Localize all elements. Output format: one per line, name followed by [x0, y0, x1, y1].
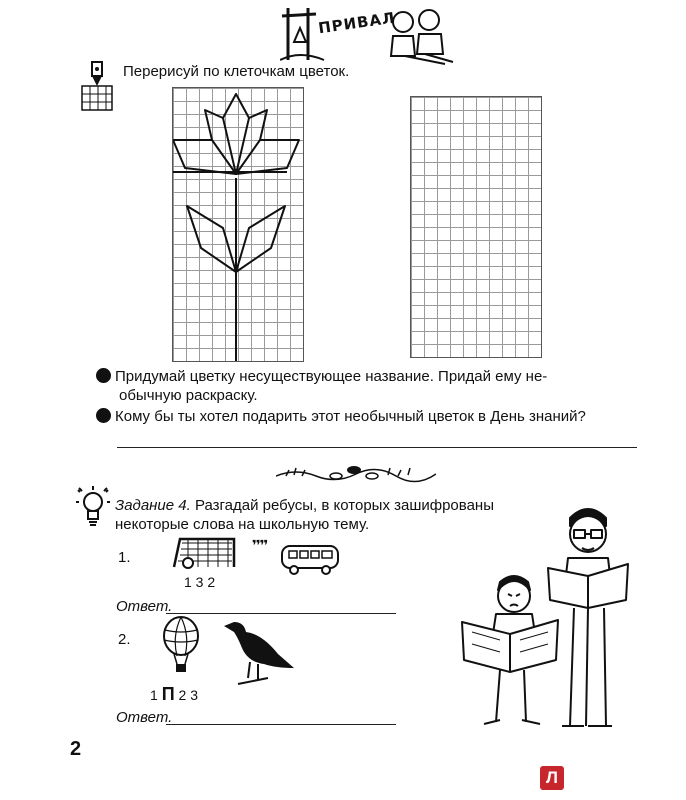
bullet1-line2: обычную раскраску.: [119, 387, 258, 404]
children-reading-icon: [385, 6, 455, 68]
publisher-logo: Л: [540, 766, 564, 790]
bus-icon: [280, 542, 342, 576]
rebus1-answer-line[interactable]: [166, 612, 396, 614]
rebus1-digits: 1 3 2: [184, 574, 216, 590]
bullet1-line1: Придумай цветку несуществующее название. Придай ему не-: [115, 368, 548, 385]
rebus2-letter: П: [161, 684, 175, 704]
rebus2-answer-line[interactable]: [166, 723, 396, 725]
task4-line1: Разгадай ребусы, в которых зашифрованы: [194, 497, 494, 514]
rebus2-digits: [150, 684, 198, 705]
flower-sample-grid: [172, 87, 304, 362]
crow-icon: [218, 618, 296, 688]
bullet-icon: [96, 368, 111, 383]
ornament-divider: [276, 462, 436, 484]
task4-label: Задание 4.: [115, 497, 191, 514]
task1-bullet2: [96, 407, 656, 426]
rebus1-answer-label: Ответ.: [116, 598, 173, 615]
boys-reading-illustration: [456, 500, 636, 740]
bullet-icon: [96, 408, 111, 423]
task4-line2: некоторые слова на школьную тему.: [115, 516, 370, 533]
flower-drawing: [173, 88, 303, 361]
grid-pencil-icon: [80, 58, 116, 112]
hot-air-balloon-icon: [160, 616, 202, 676]
task1-answer-line[interactable]: [117, 446, 637, 448]
task1-instruction: Перерисуй по клеточкам цветок.: [123, 63, 350, 80]
bullet2-text: Кому бы ты хотел подарить этот необычный цветок в День знаний?: [115, 408, 586, 425]
lightbulb-icon: [76, 486, 110, 530]
soccer-goal-icon: [170, 533, 238, 573]
page-number: 2: [70, 738, 82, 760]
drawing-grid[interactable]: [410, 96, 542, 358]
header-title: ПРИВАЛ: [317, 8, 397, 38]
rebus2-answer-label: Ответ.: [116, 709, 173, 726]
rebus1-commas: ❜❜❜❜: [252, 537, 268, 553]
rebus2-number: 2.: [118, 631, 131, 648]
rebus2-digits-right: 2 3: [178, 687, 198, 703]
rebus1-number: 1.: [118, 549, 131, 566]
rebus2-digit-left: 1: [150, 687, 158, 703]
task1-bullet1: [96, 367, 656, 405]
